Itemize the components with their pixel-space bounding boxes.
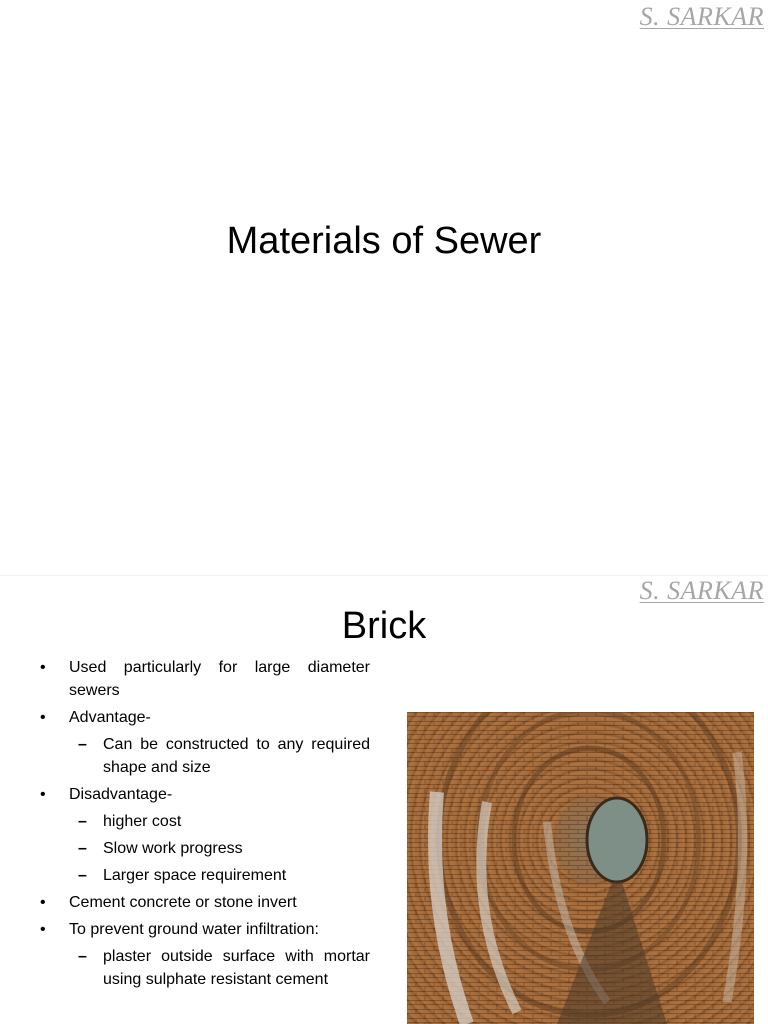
bullet-item: • Used particularly for large diameter sewers [36, 656, 370, 702]
slide-brick-heading: Brick [341, 605, 427, 647]
bullet-item: • Cement concrete or stone invert [36, 891, 370, 914]
slide-title-heading: Materials of Sewer [226, 220, 542, 262]
watermark-author: S. SARKAR [639, 576, 764, 605]
sub-bullet-item: – Larger space requirement [36, 864, 370, 887]
brick-sewer-photo [407, 712, 754, 1024]
sub-bullet-item: – Can be constructed to any required shape and size [36, 733, 370, 779]
sub-bullet-item: – Slow work progress [36, 837, 370, 860]
slide-brick [0, 576, 768, 1024]
watermark-author: S. SARKAR [639, 2, 764, 31]
bullet-list [36, 656, 370, 995]
sub-bullet-item: – higher cost [36, 810, 370, 833]
sub-bullet-item: – plaster outside surface with mortar using sulphate resistant cement [36, 945, 370, 991]
bullet-item: • Disadvantage- [36, 783, 370, 806]
bullet-item: • To prevent ground water infiltration: [36, 918, 370, 941]
bullet-item: • Advantage- [36, 706, 370, 729]
brick-sewer-illustration [407, 712, 754, 1024]
